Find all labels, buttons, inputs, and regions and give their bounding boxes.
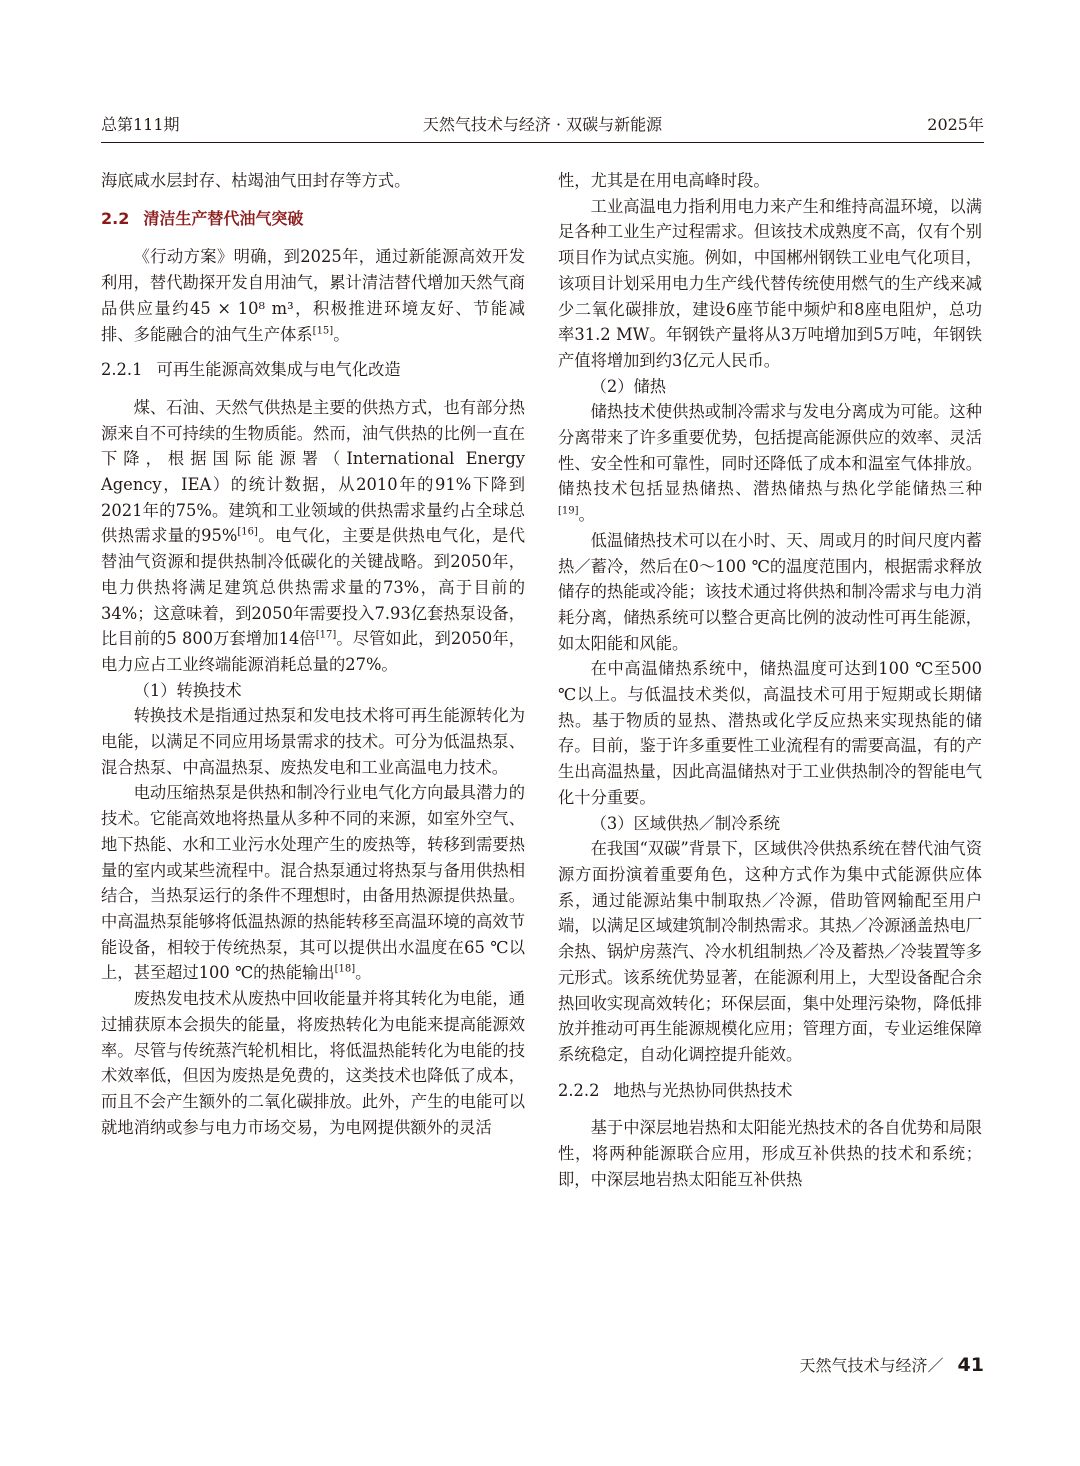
subheading: （1）转换技术 bbox=[133, 680, 242, 700]
page-number: 41 bbox=[957, 1354, 984, 1376]
right-column bbox=[558, 168, 982, 1192]
paragraph: 在中高温储热系统中，储热温度可达到100 ℃至500 ℃以上。与低温技术类似，高温技术可用于短期或长期储热。基于物质的显热、潜热或化学反应热来实现热能的储存。目前，鉴于许多重要性工业流程有的需要高温，有的产生出高温热量，因此高温储热对于工业供热制冷的智能电气化十分重要。 bbox=[558, 659, 982, 807]
paragraph-text: 。 bbox=[578, 505, 595, 525]
section-number: 2.2 bbox=[101, 208, 130, 228]
section-heading-2-2-2 bbox=[558, 1078, 982, 1104]
paragraph: 工业高温电力指利用电力来产生和维持高温环境，以满足各种工业生产过程需求。但该技术成熟度不高，仅有个别项目作为试点实施。例如，中国郴州钢铁工业电气化项目，该项目计划采用电力生产线代替传统使用燃气的生产线来减少二氧化碳排放，建设6座节能中频炉和8座电阻炉，总功率31.2 MW。年钢铁产量将从3万吨增加到5万吨，年钢铁产值将增加到约3亿元人民币。 bbox=[558, 196, 982, 370]
running-header bbox=[101, 112, 984, 138]
paragraph-text: 。 bbox=[333, 324, 350, 344]
section-heading-2-2 bbox=[101, 206, 525, 232]
section-title: 清洁生产替代油气突破 bbox=[143, 208, 304, 228]
paragraph: 在我国“双碳”背景下，区域供冷供热系统在替代油气资源方面扮演着重要角色，这种方式作为集中式能源供应体系，通过能源站集中制取热／冷源，借助管网输配至用户端，以满足区域建筑制冷制热需求。其热／冷源涵盖热电厂余热、锅炉房蒸汽、冷水机组制热／冷及蓄热／冷装置等多元形式。该系统优势显著，在能源利用上，大型设备配合余热回收实现高效转化；环保层面，集中处理污染物，降低排放并推动可再生能源规模化应用；管理方面，专业运维保障系统稳定，自动化调控提升能效。 bbox=[558, 839, 982, 1064]
subheading: （3）区域供热／制冷系统 bbox=[590, 813, 781, 833]
section-heading-2-2-1 bbox=[101, 357, 525, 383]
paragraph bbox=[101, 395, 525, 678]
paragraph-text: 电动压缩热泵是供热和制冷行业电气化方向最具潜力的技术。它能高效地将热量从多种不同的来源，如室外空气、地下热能、水和工业污水处理产生的废热等，转移到需要热量的室内或某些流程中。混合热泵通过将热泵与备用供热相结合，当热泵运行的条件不理想时，由备用热源提供热量。中高温热泵能够将低温热源的热能转移至高温环境的高效节能设备，相较于传统热泵，其可以提供出水温度在65 ℃以上，甚至超过100 ℃的热能输出 bbox=[101, 783, 525, 983]
paragraph: 废热发电技术从废热中回收能量并将其转化为电能，通过捕获原本会损失的能量，将废热转化为电能来提高能源效率。尽管与传统蒸汽轮机相比，将低温热能转化为电能的技术效率低，但因为废热是免费的，这类技术也降低了成本，而且不会产生额外的二氧化碳排放。此外，产生的电能可以就地消纳或参与电力市场交易，为电网提供额外的灵活 bbox=[101, 989, 525, 1137]
citation: [19] bbox=[558, 505, 579, 517]
paragraph bbox=[101, 244, 525, 347]
paragraph-text: 。尽管如此，到2050年，电力应占工业终端能源消耗总量的27%。 bbox=[101, 629, 525, 674]
publication-year: 2025年 bbox=[927, 115, 984, 134]
paragraph: 低温储热技术可以在小时、天、周或月的时间尺度内蓄热／蓄冷，然后在0～100 ℃的温度范围内，根据需求释放储存的热能或冷能；该技术通过将供热和制冷需求与电力消耗分离，储热系统可以整合更高比例的波动性可再生能源，如太阳能和风能。 bbox=[558, 530, 982, 653]
paragraph-text: 《行动方案》明确，到2025年，通过新能源高效开发利用，替代勘探开发自用油气，累计清洁替代增加天然气商品供应量约45 × 10⁸ m³，积极推进环境友好、节能减排、多能融合的油气生产体系 bbox=[101, 247, 525, 344]
section-number: 2.2.1 bbox=[101, 360, 143, 380]
citation: [16] bbox=[237, 527, 258, 539]
section-title: 可再生能源高效集成与电气化改造 bbox=[156, 360, 401, 380]
citation: [18] bbox=[334, 963, 356, 975]
header-rule bbox=[101, 142, 984, 143]
paragraph: 基于中深层地岩热和太阳能光热技术的各自优势和局限性，将两种能源联合应用，形成互补供热的技术和系统；即，中深层地岩热太阳能互补供热 bbox=[558, 1118, 982, 1189]
paragraph-text: 。电气化，主要是供热电气化，是代替油气资源和提供热制冷低碳化的关键战略。到2050年，电力供热将满足建筑总供热需求量的73%，高于目前的34%；这意味着，到2050年需要投入7.93亿套热泵设备，比目前的5 800万套增加14倍 bbox=[101, 526, 525, 649]
journal-title: 天然气技术与经济 · 双碳与新能源 bbox=[422, 115, 663, 134]
paragraph: 性，尤其是在用电高峰时段。 bbox=[558, 171, 770, 190]
paragraph bbox=[101, 780, 525, 986]
paragraph-text: 。 bbox=[355, 963, 372, 983]
paragraph-text: 储热技术使供热或制冷需求与发电分离成为可能。这种分离带来了许多重要优势，包括提高能源供应的效率、灵活性、安全性和可靠性，同时还降低了成本和温室气体排放。储热技术包括显热储热、潜热储热与热化学能储热三种 bbox=[558, 402, 982, 499]
citation: [17] bbox=[315, 629, 337, 641]
paragraph: 海底咸水层封存、枯竭油气田封存等方式。 bbox=[101, 171, 411, 190]
paragraph: 转换技术是指通过热泵和发电技术将可再生能源转化为电能，以满足不同应用场景需求的技术。可分为低温热泵、混合热泵、中高温热泵、废热发电和工业高温电力技术。 bbox=[101, 706, 525, 777]
paragraph-text: 煤、石油、天然气供热是主要的供热方式，也有部分热源来自不可持续的生物质能。然而，油气供热的比例一直在下降，根据国际能源署（International Energy Agency，IEA）的统计数据，从2010年的91%下降到2021年的75%。建筑和工业领域的供热需求量约占全球总供热需求量的95% bbox=[101, 397, 525, 546]
left-column bbox=[101, 168, 525, 1140]
subheading: （2）储热 bbox=[590, 376, 667, 396]
issue-number: 总第111期 bbox=[101, 115, 180, 134]
page-footer bbox=[800, 1353, 984, 1376]
section-title: 地热与光热协同供热技术 bbox=[613, 1080, 793, 1100]
citation: [15] bbox=[312, 325, 334, 337]
footer-journal: 天然气技术与经济／ bbox=[799, 1356, 944, 1375]
section-number: 2.2.2 bbox=[558, 1080, 600, 1100]
paragraph bbox=[558, 399, 982, 528]
